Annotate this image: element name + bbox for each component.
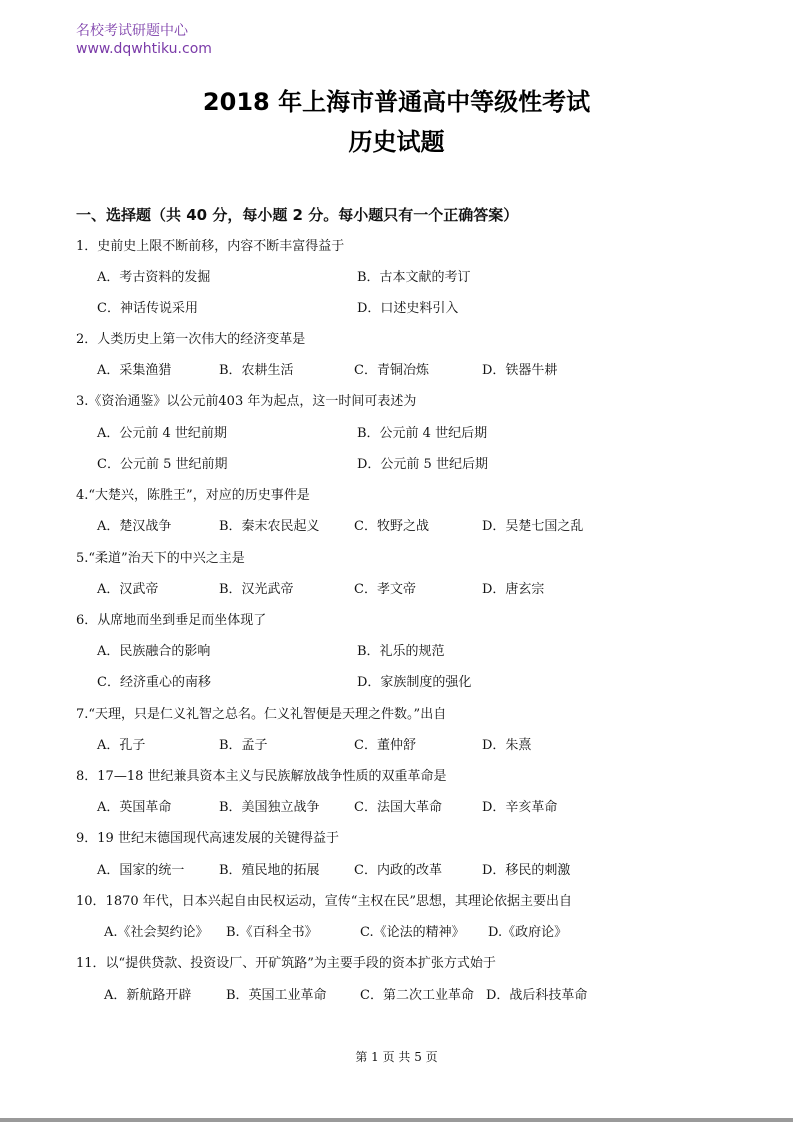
question-4-option-b: B．秦末农民起义	[219, 519, 320, 534]
question-6-option-d: D．家族制度的强化	[357, 675, 472, 690]
question-1-stem: 1．史前史上限不断前移，内容不断丰富得益于	[76, 239, 345, 254]
question-1-option-b: B．古本文献的考订	[357, 270, 471, 285]
question-3-stem: 3.《资治通鉴》以公元前403 年为起点，这一时间可表述为	[76, 394, 417, 409]
exam-subtitle: 历史试题	[348, 128, 445, 156]
question-9-option-b: B．殖民地的拓展	[219, 863, 320, 878]
question-9-option-c: C．内政的改革	[354, 863, 442, 878]
question-11-option-d: D．战后科技革命	[486, 988, 588, 1003]
question-10-stem: 10．1870 年代，日本兴起自由民权运动，宣传“主权在民”思想，其理论依据主要出自	[76, 894, 573, 909]
question-2-option-b: B．农耕生活	[219, 363, 294, 378]
question-9-option-a: A．国家的统一	[97, 863, 185, 878]
question-7-option-d: D．朱熹	[482, 738, 532, 753]
question-10-option-a: A.《社会契约论》	[104, 925, 209, 940]
question-4-option-c: C．牧野之战	[354, 519, 429, 534]
question-11-option-c: C．第二次工业革命	[360, 988, 474, 1003]
question-11-stem: 11．以“提供贷款、投资设厂、开矿筑路”为主要手段的资本扩张方式始于	[76, 956, 496, 971]
question-11-option-b: B．英国工业革命	[226, 988, 327, 1003]
question-7-stem: 7.“天理，只是仁义礼智之总名。仁义礼智便是天理之件数。”出自	[76, 707, 447, 722]
question-2-stem: 2．人类历史上第一次伟大的经济变革是	[76, 332, 306, 347]
question-6-option-c: C．经济重心的南移	[97, 675, 211, 690]
question-10-option-d: D.《政府论》	[488, 925, 568, 940]
question-5-option-d: D．唐玄宗	[482, 582, 545, 597]
question-5-option-a: A．汉武帝	[97, 582, 159, 597]
question-1-option-a: A．考古资料的发掘	[97, 270, 211, 285]
question-2-option-d: D．铁器牛耕	[482, 363, 558, 378]
question-3-option-d: D．公元前 5 世纪后期	[357, 457, 488, 472]
question-8-option-b: B．美国独立战争	[219, 800, 320, 815]
question-3-option-b: B．公元前 4 世纪后期	[357, 426, 488, 441]
question-1-option-d: D．口述史料引入	[357, 301, 459, 316]
question-10-option-b: B.《百科全书》	[226, 925, 318, 940]
section-heading: 一、选择题（共 40 分，每小题 2 分。每小题只有一个正确答案）	[76, 206, 519, 224]
question-9-stem: 9．19 世纪末德国现代高速发展的关键得益于	[76, 831, 339, 846]
question-6-stem: 6．从席地而坐到垂足而坐体现了	[76, 613, 267, 628]
question-4-stem: 4.“大楚兴，陈胜王”，对应的历史事件是	[76, 488, 310, 503]
bottom-divider	[0, 1118, 793, 1122]
question-7-option-b: B．孟子	[219, 738, 268, 753]
exam-title: 2018 年上海市普通高中等级性考试	[202, 88, 591, 116]
question-3-option-c: C．公元前 5 世纪前期	[97, 457, 228, 472]
question-9-option-d: D．移民的刺激	[482, 863, 571, 878]
question-5-option-b: B．汉光武帝	[219, 582, 294, 597]
question-1-option-c: C．神话传说采用	[97, 301, 198, 316]
question-5-option-c: C．孝文帝	[354, 582, 416, 597]
site-url: www.dqwhtiku.com	[76, 41, 212, 57]
question-8-option-d: D．辛亥革命	[482, 800, 558, 815]
question-3-option-a: A．公元前 4 世纪前期	[97, 426, 227, 441]
question-2-option-a: A．采集渔猎	[97, 363, 172, 378]
question-7-option-a: A．孔子	[97, 738, 146, 753]
question-7-option-c: C．董仲舒	[354, 738, 416, 753]
question-6-option-a: A．民族融合的影响	[97, 644, 211, 659]
page-footer: 第 1 页 共 5 页	[355, 1050, 438, 1064]
question-8-stem: 8．17—18 世纪兼具资本主义与民族解放战争性质的双重革命是	[76, 769, 447, 784]
question-4-option-a: A．楚汉战争	[97, 519, 172, 534]
site-header	[76, 22, 212, 58]
question-11-option-a: A．新航路开辟	[104, 988, 192, 1003]
question-10-option-c: C.《论法的精神》	[360, 925, 465, 940]
question-8-option-a: A．英国革命	[97, 800, 172, 815]
question-8-option-c: C．法国大革命	[354, 800, 442, 815]
question-4-option-d: D．吴楚七国之乱	[482, 519, 584, 534]
question-5-stem: 5.“柔道”治天下的中兴之主是	[76, 551, 245, 566]
question-2-option-c: C．青铜冶炼	[354, 363, 429, 378]
site-name: 名校考试研题中心	[76, 23, 188, 39]
question-6-option-b: B．礼乐的规范	[357, 644, 445, 659]
